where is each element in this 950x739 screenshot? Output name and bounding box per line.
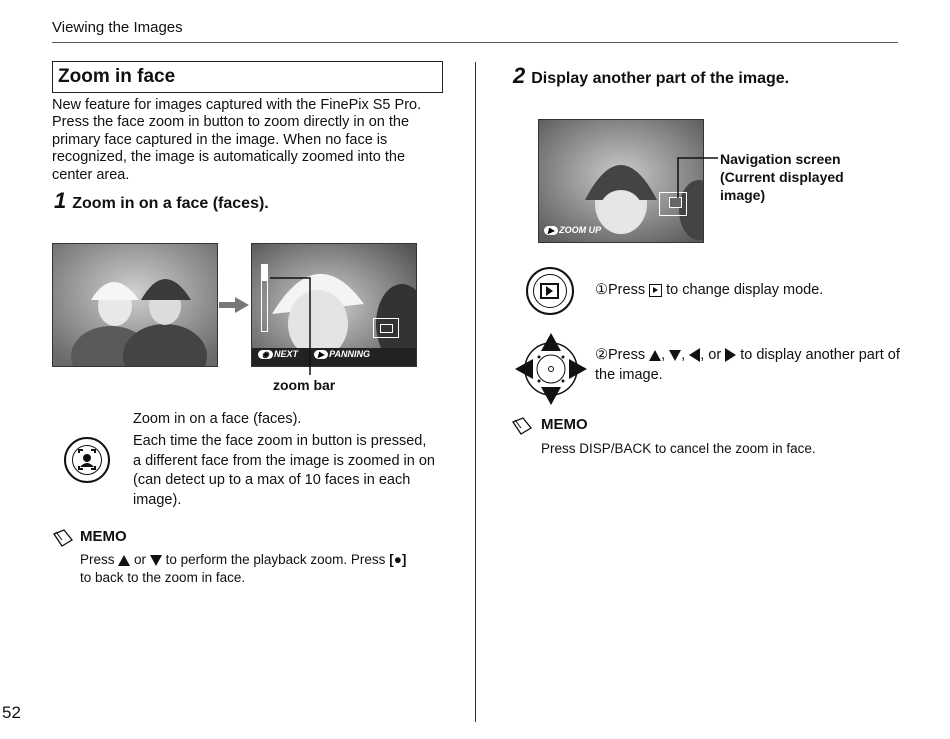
navigation-frame	[373, 318, 399, 338]
instruction-1-number: ①	[595, 282, 608, 298]
navigation-view-box	[380, 324, 393, 333]
step-2-heading	[513, 63, 789, 89]
down-arrow-icon	[150, 555, 162, 566]
column-divider	[475, 62, 476, 722]
osd-zoom-up-label: ZOOM UP	[559, 225, 602, 235]
step-2-number: 2	[513, 63, 526, 88]
osd-panning-label: PANNING	[329, 349, 370, 359]
play-button-pill-icon: ▶	[314, 350, 328, 359]
step-1-desc-body: Each time the face zoom in button is pressed, a different face from the image is zoomed in on (can detect up to a max of 10 faces in each image).	[133, 433, 435, 508]
arrow-right-icon	[219, 297, 249, 318]
zoom-bar-callout-line	[260, 270, 320, 376]
osd-panning	[314, 349, 370, 359]
dpad-icon	[515, 333, 587, 410]
memo-1-text-b: to perform the playback zoom. Press	[165, 552, 386, 567]
step-1-title: Zoom in on a face (faces).	[72, 195, 269, 212]
right-arrow-icon	[725, 348, 736, 362]
memo-pencil-icon	[52, 528, 74, 553]
instruction-1-text-a: Press	[608, 282, 646, 298]
memo-1-text-c: to back to the zoom in face.	[80, 569, 246, 585]
section-intro: New feature for images captured with the FinePix S5 Pro. Press the face zoom in button to zoom directly in on the primary face captured in the image. When no face is recognized, the image is automatically zoomed into the center area.	[52, 97, 422, 183]
step-2-title: Display another part of the image.	[531, 70, 790, 87]
up-arrow-icon-2	[649, 350, 661, 361]
left-arrow-icon	[689, 348, 700, 362]
original-photo	[52, 243, 218, 367]
step-1-heading	[54, 188, 269, 214]
memo-pencil-icon-2	[511, 416, 533, 441]
face-zoom-icon	[64, 437, 110, 483]
up-arrow-icon	[118, 555, 130, 566]
memo-1-heading: MEMO	[80, 528, 127, 545]
page-header-title: Viewing the Images	[52, 19, 183, 36]
instruction-2-comma-2: ,	[681, 347, 686, 363]
instruction-2-number: ②	[595, 347, 608, 363]
instruction-1-text-b: to change display mode.	[666, 282, 824, 298]
navigation-screen-label: Navigation screen (Current displayed image)	[720, 151, 844, 203]
face-button-pill-icon: ◉	[258, 350, 273, 359]
instruction-2-comma-1: ,	[661, 347, 666, 363]
instruction-2-text-b: to display another part of the image.	[595, 347, 900, 383]
memo-1-text-a: Press	[80, 552, 115, 567]
section-title: Zoom in face	[52, 61, 443, 93]
memo-2-heading: MEMO	[541, 416, 588, 433]
instruction-2-or: , or	[700, 347, 722, 363]
memo-2-text: Press DISP/BACK to cancel the zoom in face.	[541, 441, 816, 456]
instruction-2-text-a: Press	[608, 347, 646, 363]
down-arrow-icon-2	[669, 350, 681, 361]
memo-1-text-or: or	[134, 552, 147, 567]
page-number: 52	[2, 703, 21, 722]
original-photo-image	[53, 244, 217, 366]
zoom-bar-label: zoom bar	[273, 377, 336, 393]
instruction-2	[595, 346, 905, 385]
face-zoom-small-icon: [●]	[389, 552, 407, 567]
play-icon	[649, 284, 662, 297]
playback-button-icon	[526, 267, 574, 315]
header-rule	[52, 42, 898, 43]
step-1-number: 1	[54, 188, 67, 213]
navigation-callout-line	[676, 150, 720, 200]
instruction-1	[595, 281, 823, 301]
step-1-desc-line1: Zoom in on a face (faces).	[133, 411, 302, 427]
osd-next-label: NEXT	[273, 349, 298, 359]
play-button-pill-icon-2: ▶	[544, 226, 558, 235]
osd-zoom-up	[544, 225, 601, 235]
memo-1-text	[80, 551, 450, 586]
